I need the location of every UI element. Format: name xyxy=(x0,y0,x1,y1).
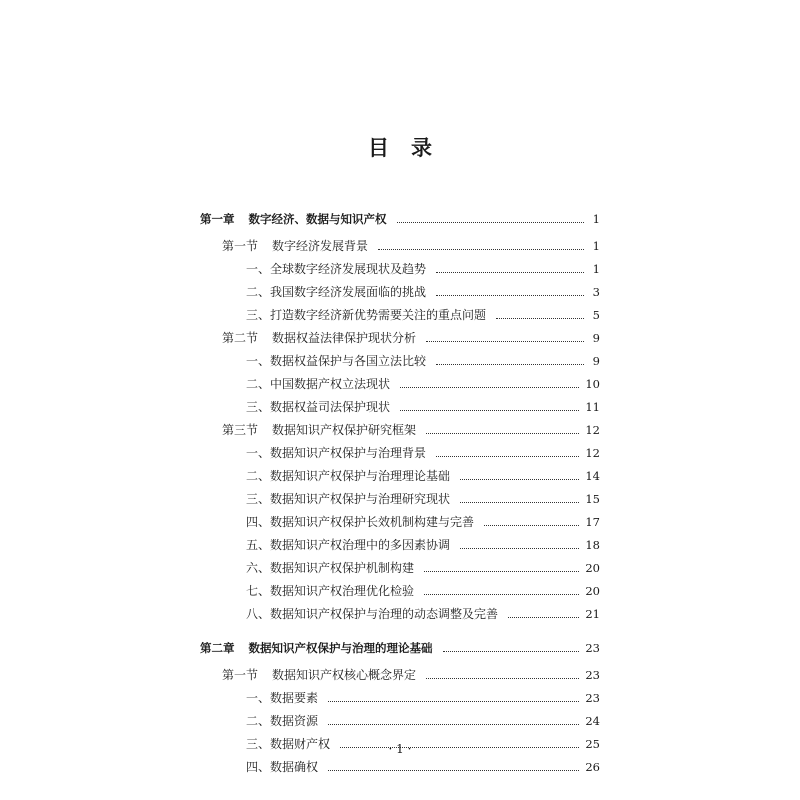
toc-entry-label xyxy=(246,396,390,418)
toc-subsection-entry xyxy=(246,258,600,280)
toc-entry-label xyxy=(246,281,426,303)
toc-leader-dots xyxy=(436,295,584,296)
toc-subsection-entry xyxy=(246,465,600,487)
toc-entry-number: 第二节 xyxy=(222,331,259,345)
toc-entry-title: 数字经济发展背景 xyxy=(272,239,369,253)
toc-entry-page: 18 xyxy=(585,538,600,552)
toc-entry-page: 23 xyxy=(585,668,600,682)
toc-entry-label xyxy=(246,304,486,326)
toc-entry-title: 二、数据资源 xyxy=(246,714,319,728)
toc-section-entry xyxy=(222,664,600,686)
toc-entry-page: 20 xyxy=(585,584,600,598)
toc-entry-title: 五、数据知识产权治理中的多因素协调 xyxy=(246,538,451,552)
toc-entry-title: 三、打造数字经济新优势需要关注的重点问题 xyxy=(246,308,487,322)
toc-leader-dots xyxy=(426,341,584,342)
toc-entry-title: 一、数据要素 xyxy=(246,691,319,705)
toc-entry-page: 25 xyxy=(585,737,600,751)
toc-leader-dots xyxy=(436,456,579,457)
toc-entry-title: 三、数据知识产权保护与治理研究现状 xyxy=(246,492,451,506)
toc-entry-label xyxy=(246,442,426,464)
toc-entry-page: 21 xyxy=(585,607,600,621)
toc-subsection-entry xyxy=(246,687,600,709)
toc-subsection-entry xyxy=(246,557,600,579)
toc-entry-title: 四、数据知识产权保护长效机制构建与完善 xyxy=(246,515,475,529)
toc-leader-dots xyxy=(436,364,584,365)
toc-entry-title: 二、数据知识产权保护与治理理论基础 xyxy=(246,469,451,483)
page-title: 目录 xyxy=(368,135,454,160)
toc-entry-label xyxy=(222,664,416,686)
toc-entry-label xyxy=(246,373,390,395)
toc-leader-dots xyxy=(436,272,584,273)
toc-entry-page: 5 xyxy=(592,308,600,322)
toc-subsection-entry xyxy=(246,281,600,303)
toc-entry-title: 二、我国数字经济发展面临的挑战 xyxy=(246,285,427,299)
toc-entry-label xyxy=(246,756,318,778)
toc-entry-page: 26 xyxy=(585,760,600,774)
toc-entry-label xyxy=(246,710,318,732)
toc-chapter-entry xyxy=(200,208,600,230)
toc-entry-page: 10 xyxy=(585,377,600,391)
toc-entry-page: 1 xyxy=(592,262,600,276)
toc-entry-label xyxy=(246,511,474,533)
toc-section-entry xyxy=(222,235,600,257)
toc-subsection-entry xyxy=(246,580,600,602)
toc-entry-title: 数据知识产权保护研究框架 xyxy=(272,423,417,437)
toc-entry-page: 20 xyxy=(585,561,600,575)
toc-subsection-entry xyxy=(246,603,600,625)
toc-section-entry xyxy=(222,419,600,441)
toc-entry-label xyxy=(200,637,433,659)
toc-subsection-entry xyxy=(246,396,600,418)
toc-leader-dots xyxy=(328,770,579,771)
toc-leader-dots xyxy=(508,617,579,618)
toc-entry-title: 一、数据知识产权保护与治理背景 xyxy=(246,446,427,460)
toc-leader-dots xyxy=(484,525,579,526)
toc-subsection-entry xyxy=(246,442,600,464)
toc-entry-label xyxy=(246,258,426,280)
toc-entry-label xyxy=(222,327,416,349)
toc-entry-number: 第一节 xyxy=(222,239,259,253)
toc-leader-dots xyxy=(426,678,579,679)
toc-entry-title: 二、中国数据产权立法现状 xyxy=(246,377,391,391)
toc-leader-dots xyxy=(424,571,579,572)
toc-entry-number: 第二章 xyxy=(200,641,235,655)
toc-entry-page: 23 xyxy=(585,691,600,705)
toc-entry-page: 12 xyxy=(585,423,600,437)
toc-entry-page: 3 xyxy=(592,285,600,299)
toc-entry-title: 一、数据权益保护与各国立法比较 xyxy=(246,354,427,368)
toc-entry-label xyxy=(246,350,426,372)
toc-entry-title: 六、数据知识产权保护机制构建 xyxy=(246,561,415,575)
toc-leader-dots xyxy=(328,701,579,702)
toc-subsection-entry xyxy=(246,710,600,732)
toc-entry-title: 数据知识产权保护与治理的理论基础 xyxy=(248,641,433,655)
toc-subsection-entry xyxy=(246,488,600,510)
toc-entry-title: 数据权益法律保护现状分析 xyxy=(272,331,417,345)
toc-entry-page: 12 xyxy=(585,446,600,460)
toc-entry-title: 数字经济、数据与知识产权 xyxy=(248,212,387,226)
toc-entry-page: 14 xyxy=(585,469,600,483)
toc-entry-page: 17 xyxy=(585,515,600,529)
toc-entry-page: 24 xyxy=(585,714,600,728)
toc-leader-dots xyxy=(460,479,579,480)
toc-entry-page: 9 xyxy=(592,354,600,368)
toc-leader-dots xyxy=(426,433,579,434)
toc-leader-dots xyxy=(378,249,584,250)
toc-entry-page: 23 xyxy=(585,641,600,655)
toc-entry-page: 9 xyxy=(592,331,600,345)
toc-entry-page: 11 xyxy=(585,400,600,414)
toc-leader-dots xyxy=(460,548,579,549)
toc-entry-title: 三、数据权益司法保护现状 xyxy=(246,400,391,414)
toc-entry-label xyxy=(246,603,498,625)
toc-entry-label xyxy=(246,534,450,556)
toc-entry-label xyxy=(246,488,450,510)
toc-section-entry xyxy=(222,327,600,349)
toc-entry-label xyxy=(246,465,450,487)
toc-entry-label xyxy=(222,419,416,441)
toc-leader-dots xyxy=(460,502,579,503)
toc-entry-number: 第三节 xyxy=(222,423,259,437)
toc-entry-title: 四、数据确权 xyxy=(246,760,319,774)
toc-entry-number: 第一章 xyxy=(200,212,235,226)
toc-subsection-entry xyxy=(246,350,600,372)
toc-subsection-entry xyxy=(246,511,600,533)
toc-leader-dots xyxy=(424,594,579,595)
toc-subsection-entry xyxy=(246,373,600,395)
toc-entry-page: 15 xyxy=(585,492,600,506)
toc-entry-page: 1 xyxy=(592,212,600,226)
toc-entry-title: 八、数据知识产权保护与治理的动态调整及完善 xyxy=(246,607,499,621)
toc-entry-title: 七、数据知识产权治理优化检验 xyxy=(246,584,415,598)
toc-entry-page: 1 xyxy=(592,239,600,253)
toc-entry-label xyxy=(200,208,387,230)
toc-entry-number: 第一节 xyxy=(222,668,259,682)
page-number-footer: · 1 · xyxy=(388,742,412,756)
toc-leader-dots xyxy=(400,410,579,411)
toc-entry-label xyxy=(246,557,414,579)
toc-entry-title: 三、数据财产权 xyxy=(246,737,331,751)
toc-leader-dots xyxy=(400,387,579,388)
toc-entry-title: 数据知识产权核心概念界定 xyxy=(272,668,417,682)
toc-entry-label xyxy=(246,687,318,709)
toc-leader-dots xyxy=(328,724,579,725)
toc-entry-label xyxy=(222,235,368,257)
toc-leader-dots xyxy=(443,651,580,652)
toc-subsection-entry xyxy=(246,304,600,326)
toc-leader-dots xyxy=(397,222,585,223)
toc-entry-label xyxy=(246,580,414,602)
toc-leader-dots xyxy=(496,318,584,319)
toc-entry-title: 一、全球数字经济发展现状及趋势 xyxy=(246,262,427,276)
toc-chapter-entry xyxy=(200,637,600,659)
toc-subsection-entry xyxy=(246,534,600,556)
toc-subsection-entry xyxy=(246,756,600,778)
